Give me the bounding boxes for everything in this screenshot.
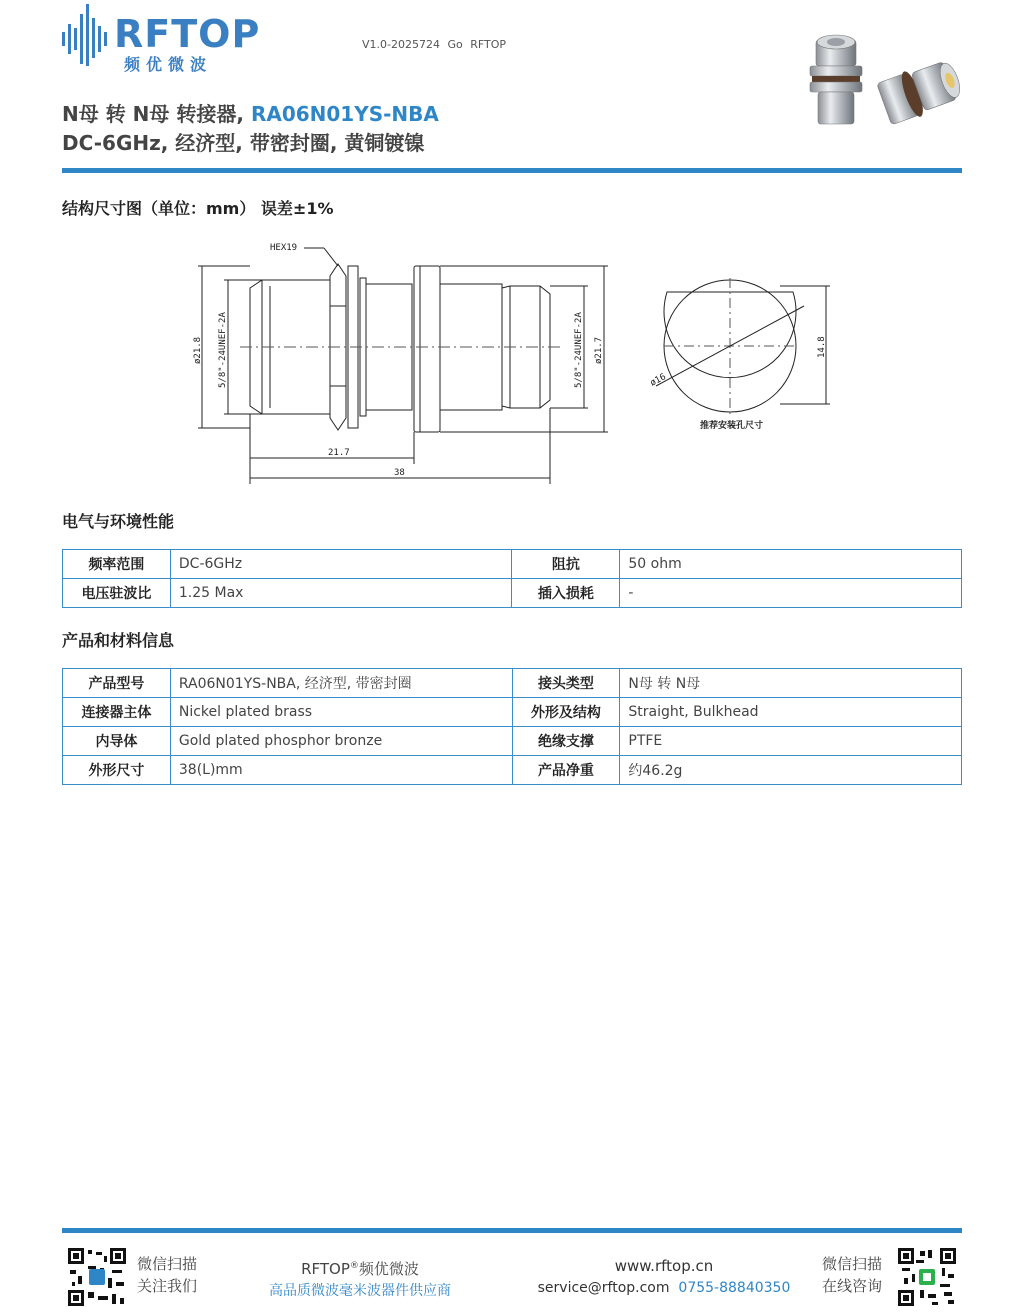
version-number: V1.0-2025724: [362, 38, 440, 51]
registered-mark: ®: [349, 1261, 359, 1271]
company-logo: [62, 2, 272, 74]
brand-tag: Go RFTOP: [447, 38, 507, 51]
model-number: RA06N01YS-NBA: [250, 102, 439, 126]
website-link[interactable]: www.rftop.cn: [614, 1257, 714, 1275]
table-cell-value: PTFE: [620, 727, 962, 756]
footer-wechat-follow: [137, 1253, 197, 1297]
dia-left-label: ø21.8: [193, 336, 203, 364]
product-title: [62, 98, 439, 127]
hole-dia-label: ø16: [648, 372, 668, 389]
table-cell-value: 38(L)mm: [170, 756, 512, 785]
product-subtitle: DC-6GHz, 经济型, 带密封圈, 黄铜镀镍: [62, 131, 425, 155]
email-link[interactable]: service@rftop.com: [537, 1280, 670, 1296]
logo-wave-icon: [62, 4, 110, 66]
table-cell-key: 频率范围: [63, 550, 171, 579]
table-cell-value: 1.25 Max: [170, 579, 512, 608]
electrical-table: [62, 549, 962, 608]
table-cell-key: 插入损耗: [512, 579, 620, 608]
version-info: [362, 38, 506, 51]
table-cell-value: 50 ohm: [620, 550, 962, 579]
length-total-label: 38: [394, 468, 405, 478]
table-cell-value: Straight, Bulkhead: [620, 698, 962, 727]
footer-online-consult: [822, 1253, 882, 1297]
footer-brand-name: RFTOP: [301, 1260, 350, 1278]
thread-right-label: 5/8"-24UNEF-2A: [574, 312, 584, 388]
thread-left-label: 5/8"-24UNEF-2A: [218, 312, 228, 388]
logo-wordmark: RFTOP: [114, 12, 261, 56]
product-photo: [806, 30, 962, 130]
table-row: [63, 727, 962, 756]
online-consult-text: 在线咨询: [822, 1277, 883, 1295]
wechat-scan-text-2: 微信扫描: [822, 1255, 883, 1273]
table-cell-value: N母 转 N母: [620, 669, 962, 698]
table-cell-key: 接头类型: [512, 669, 620, 698]
follow-us-text: 关注我们: [137, 1277, 198, 1295]
table-cell-value: Gold plated phosphor bronze: [170, 727, 512, 756]
title-prefix: N母 转 N母 转接器,: [62, 102, 251, 126]
table-cell-key: 阻抗: [512, 550, 620, 579]
section-heading-dimensions: 结构尺寸图（单位：mm） 误差±1%: [62, 199, 334, 218]
table-cell-key: 外形尺寸: [63, 756, 171, 785]
table-cell-value: 约46.2g: [620, 756, 962, 785]
table-cell-key: 内导体: [63, 727, 171, 756]
length-short-label: 21.7: [328, 448, 350, 458]
dimension-drawing: [180, 236, 860, 488]
wechat-qr-code-icon[interactable]: [68, 1248, 126, 1306]
table-cell-value: Nickel plated brass: [170, 698, 512, 727]
table-cell-key: 电压驻波比: [63, 579, 171, 608]
footer-brand: [262, 1255, 458, 1302]
table-row: [63, 756, 962, 785]
table-cell-value: DC-6GHz: [170, 550, 512, 579]
section-heading-electrical: 电气与环境性能: [62, 512, 175, 531]
wechat-scan-text: 微信扫描: [137, 1255, 198, 1273]
footer-slogan: 高品质微波毫米波器件供应商: [269, 1283, 451, 1299]
table-cell-key: 连接器主体: [63, 698, 171, 727]
table-cell-value: RA06N01YS-NBA, 经济型, 带密封圈: [170, 669, 512, 698]
table-row: [63, 698, 962, 727]
table-row: [63, 669, 962, 698]
table-cell-key: 外形及结构: [512, 698, 620, 727]
table-cell-key: 产品净重: [512, 756, 620, 785]
footer-contact: [536, 1255, 792, 1299]
material-table: [62, 668, 962, 785]
table-cell-key: 产品型号: [63, 669, 171, 698]
logo-chinese-name: 频优微波: [124, 55, 213, 74]
hex-label: HEX19: [270, 243, 298, 253]
phone-number: 0755-88840350: [678, 1280, 791, 1296]
section-heading-material: 产品和材料信息: [62, 631, 175, 650]
dia-right-label: ø21.7: [594, 336, 604, 364]
table-cell-key: 绝缘支撑: [512, 727, 620, 756]
footer-brand-cn: 频优微波: [358, 1260, 419, 1278]
table-row: [63, 579, 962, 608]
table-row: [63, 550, 962, 579]
footer-divider: [62, 1228, 962, 1233]
header-divider: [62, 168, 962, 173]
consult-qr-code-icon[interactable]: [898, 1248, 956, 1306]
table-cell-value: -: [620, 579, 962, 608]
hole-flat-label: 14.8: [817, 336, 827, 358]
hole-caption: 推荐安装孔尺寸: [700, 421, 764, 431]
